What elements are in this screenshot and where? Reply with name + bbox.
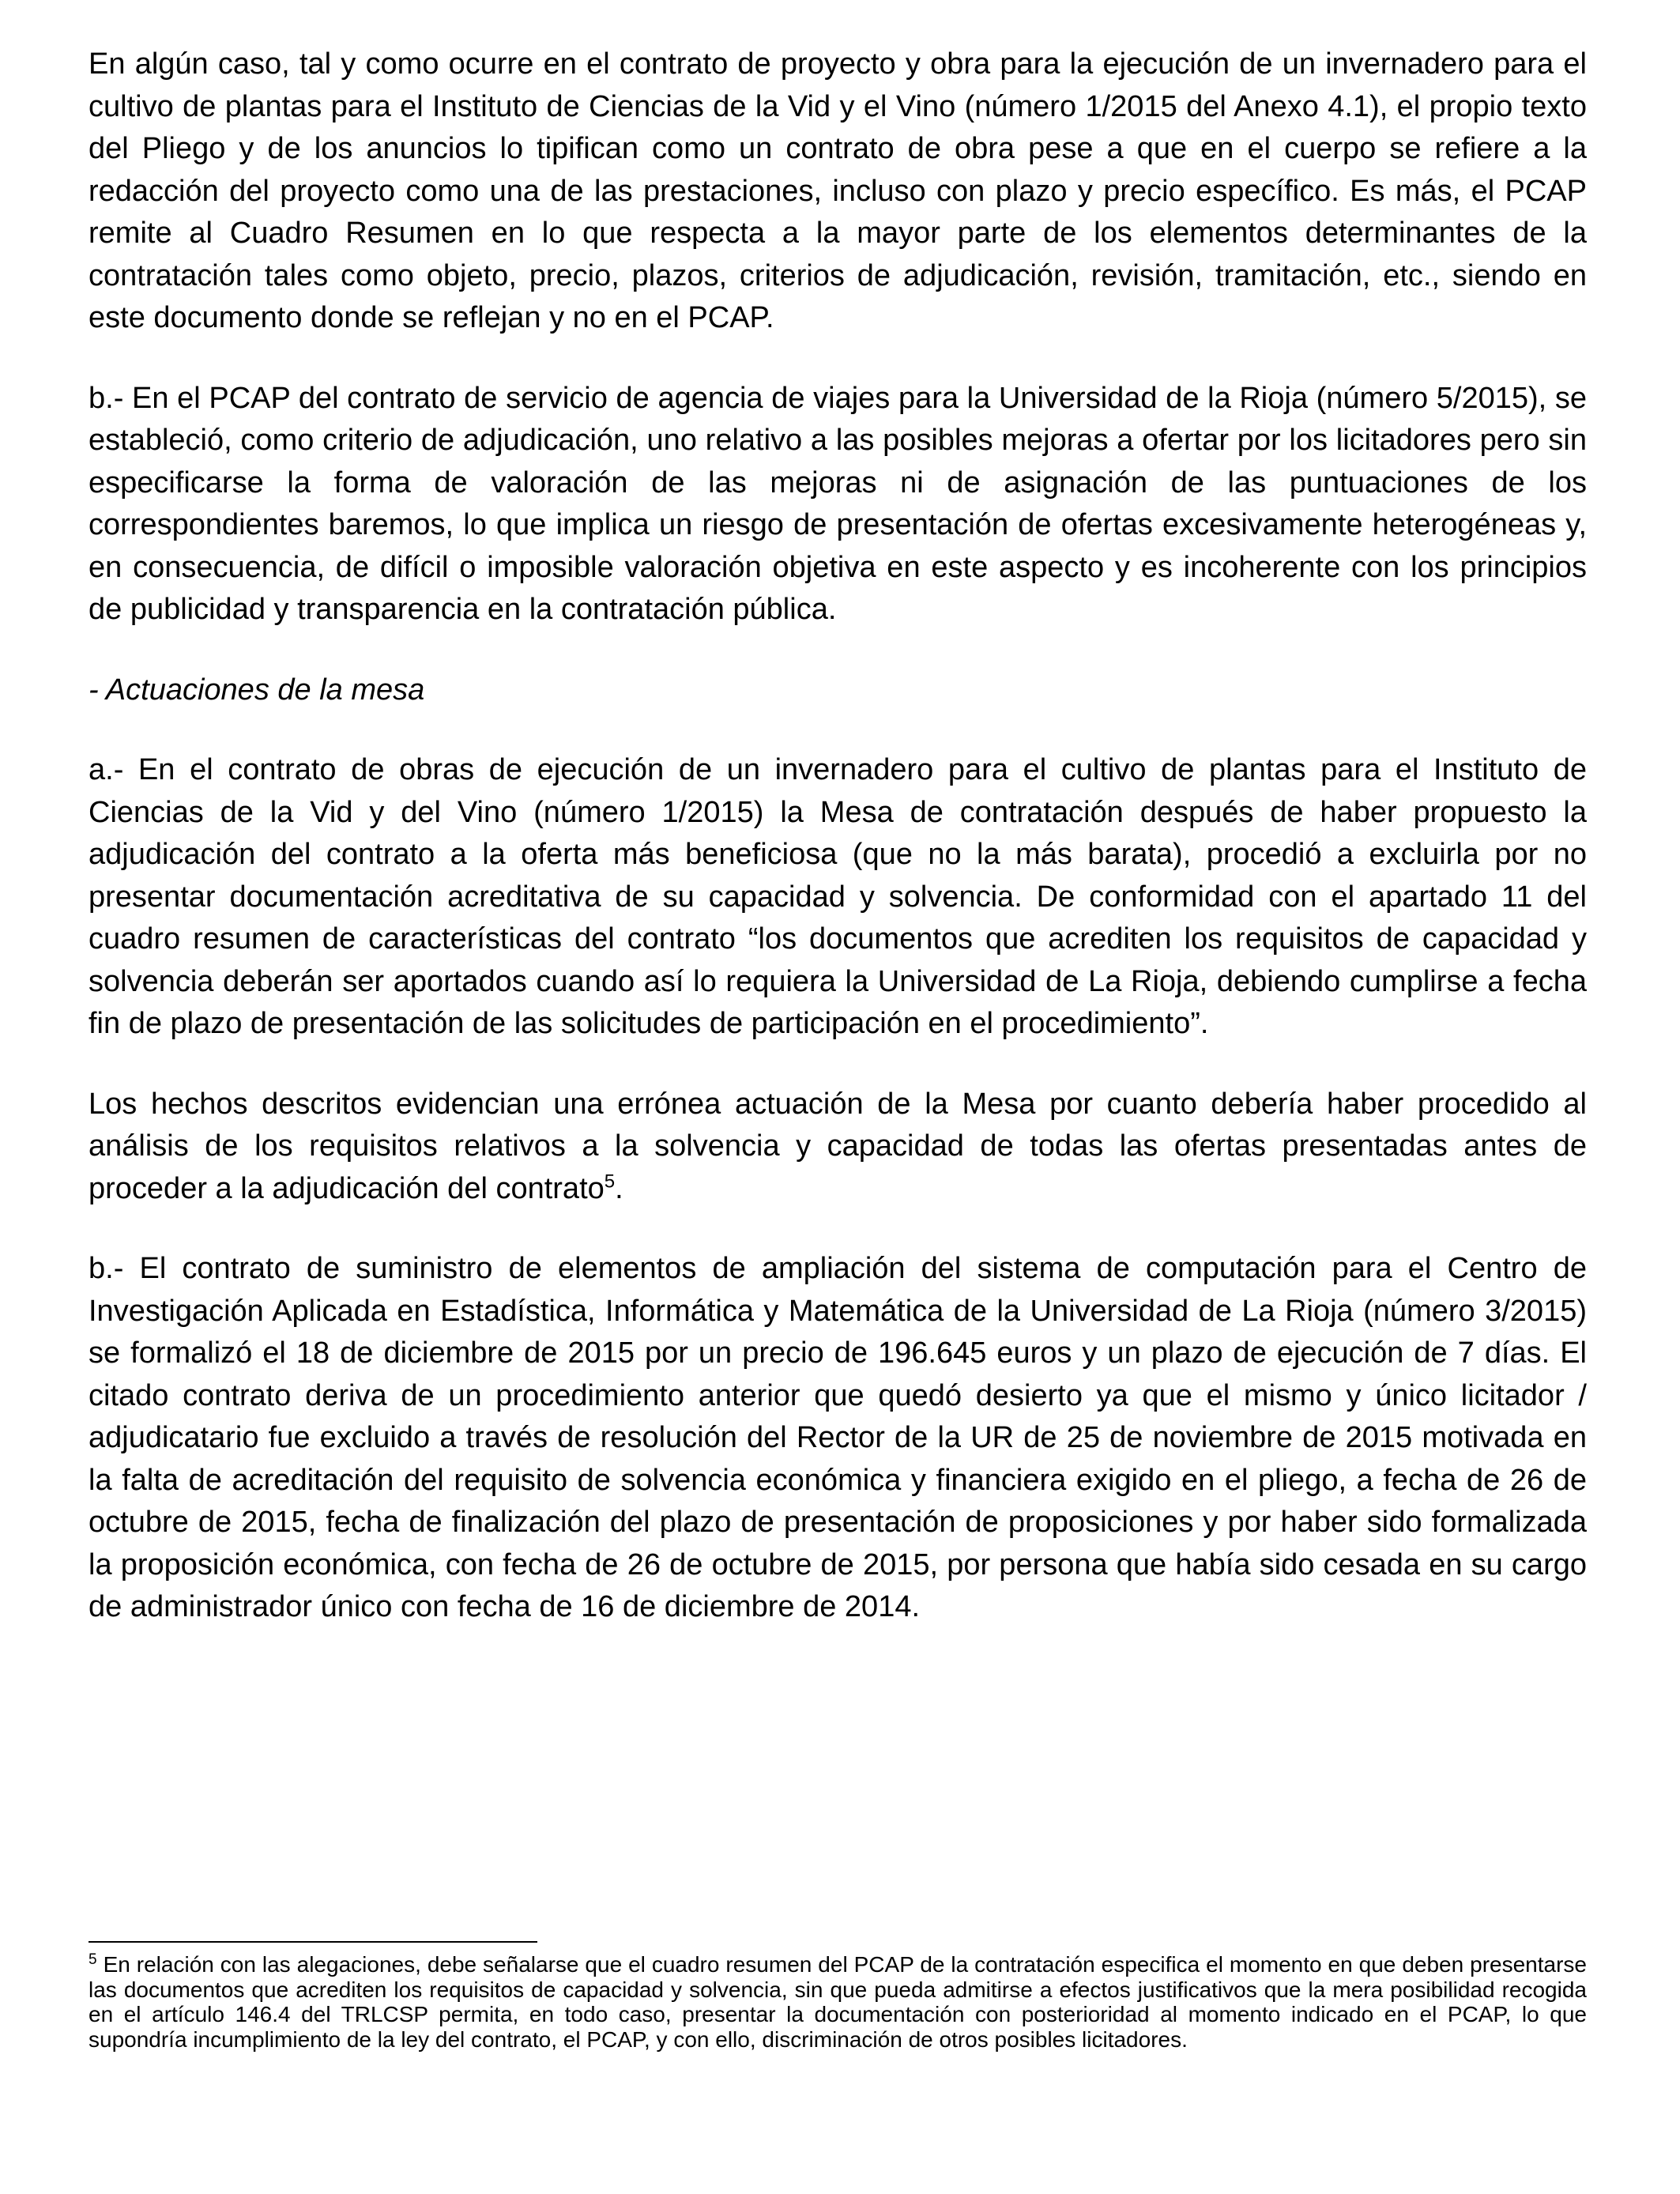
paragraph-a-mesa-contratacion: a.- En el contrato de obras de ejecución de un invernadero para el cultivo de plantas para el Instituto de Ciencias de la Vid y del Vino (número 1/2015) la Mesa de contratación después de haber propuesto la adjudicación del contrato a la oferta más beneficiosa (que no la más barata), procedió a excluirla por no presentar documentación acreditativa de su capacidad y solvencia. De conformidad con el apartado 11 del cuadro resumen de características del contrato “los documentos que acrediten los requisitos de capacidad y solvencia deberán ser aportados cuando así lo requiera la Universidad de La Rioja, debiendo cumplirse a fecha fin de plazo de presentación de las solicitudes de participación en el procedimiento”. bbox=[89, 753, 1587, 1040]
footnote-number: 5 bbox=[89, 1951, 97, 1968]
footnote-text: En relación con las alegaciones, debe señalarse que el cuadro resumen del PCAP de la contratación especifica el momento en que deben presentarse las documentos que acrediten los requisitos de capacidad y solvencia, sin que pueda admitirse a efectos justificativos que la mera posibilidad recogida en el artículo 146.4 del TRLCSP permita, en todo caso, presentar la documentación con posterioridad al momento indicado en el PCAP, lo que supondría incumplimiento de la ley del contrato, el PCAP, y con ello, discriminación de otros posibles licitadores. bbox=[89, 1952, 1587, 2052]
footnote bbox=[89, 1952, 1587, 2052]
footnote-reference[interactable]: 5 bbox=[604, 1170, 616, 1192]
paragraph-intro: En algún caso, tal y como ocurre en el contrato de proyecto y obra para la ejecución de un invernadero para el cultivo de plantas para el Instituto de Ciencias de la Vid y el Vino (número 1/2015 del Anexo 4.1), el propio texto del Pliego y de los anuncios lo tipifican como un contrato de obra pese a que en el cuerpo se refiere a la redacción del proyecto como una de las prestaciones, incluso con plazo y precio específico. Es más, el PCAP remite al Cuadro Resumen en lo que respecta a la mayor parte de los elementos determinantes de la contratación tales como objeto, precio, plazos, criterios de adjudicación, revisión, tramitación, etc., siendo en este documento donde se reflejan y no en el PCAP. bbox=[89, 47, 1587, 334]
paragraph-hechos-descritos bbox=[89, 1084, 1587, 1211]
paragraph-b-suministro: b.- El contrato de suministro de elementos de ampliación del sistema de computación para el Centro de Investigación Aplicada en Estadística, Informática y Matemática de la Universidad de La Rioja (número 3/2015) se formalizó el 18 de diciembre de 2015 por un precio de 196.645 euros y un plazo de ejecución de 7 días. El citado contrato deriva de un procedimiento anterior que quedó desierto ya que el mismo y único licitador / adjudicatario fue excluido a través de resolución del Rector de la UR de 25 de noviembre de 2015 motivada en la falta de acreditación del requisito de solvencia económica y financiera exigido en el pliego, a fecha de 26 de octubre de 2015, fecha de finalización del plazo de presentación de proposiciones y por haber sido formalizada la proposición económica, con fecha de 26 de octubre de 2015, por persona que había sido cesada en su cargo de administrador único con fecha de 16 de diciembre de 2014. bbox=[89, 1252, 1587, 1623]
body-text bbox=[89, 43, 1587, 1667]
paragraph-b-agencia-viajes: b.- En el PCAP del contrato de servicio de agencia de viajes para la Universidad de la Rioja (número 5/2015), se estableció, como criterio de adjudicación, uno relativo a las posibles mejoras a ofertar por los licitadores pero sin especificarse la forma de valoración de las mejoras ni de asignación de las puntuaciones de los correspondientes baremos, lo que implica un riesgo de presentación de ofertas excesivamente heterogéneas y, en consecuencia, de difícil o imposible valoración objetiva en este aspecto y es incoherente con los principios de publicidad y transparencia en la contratación pública. bbox=[89, 381, 1587, 626]
section-heading-actuaciones-mesa: - Actuaciones de la mesa bbox=[89, 673, 425, 707]
paragraph-hechos-tail: . bbox=[615, 1171, 623, 1205]
footnote-separator bbox=[89, 1941, 537, 1943]
paragraph-hechos-text: Los hechos descritos evidencian una errónea actuación de la Mesa por cuanto debería haber procedido al análisis de los requisitos relativos a la solvencia y capacidad de todas las ofertas presentadas antes de proceder a la adjudicación del contrato bbox=[89, 1087, 1587, 1205]
